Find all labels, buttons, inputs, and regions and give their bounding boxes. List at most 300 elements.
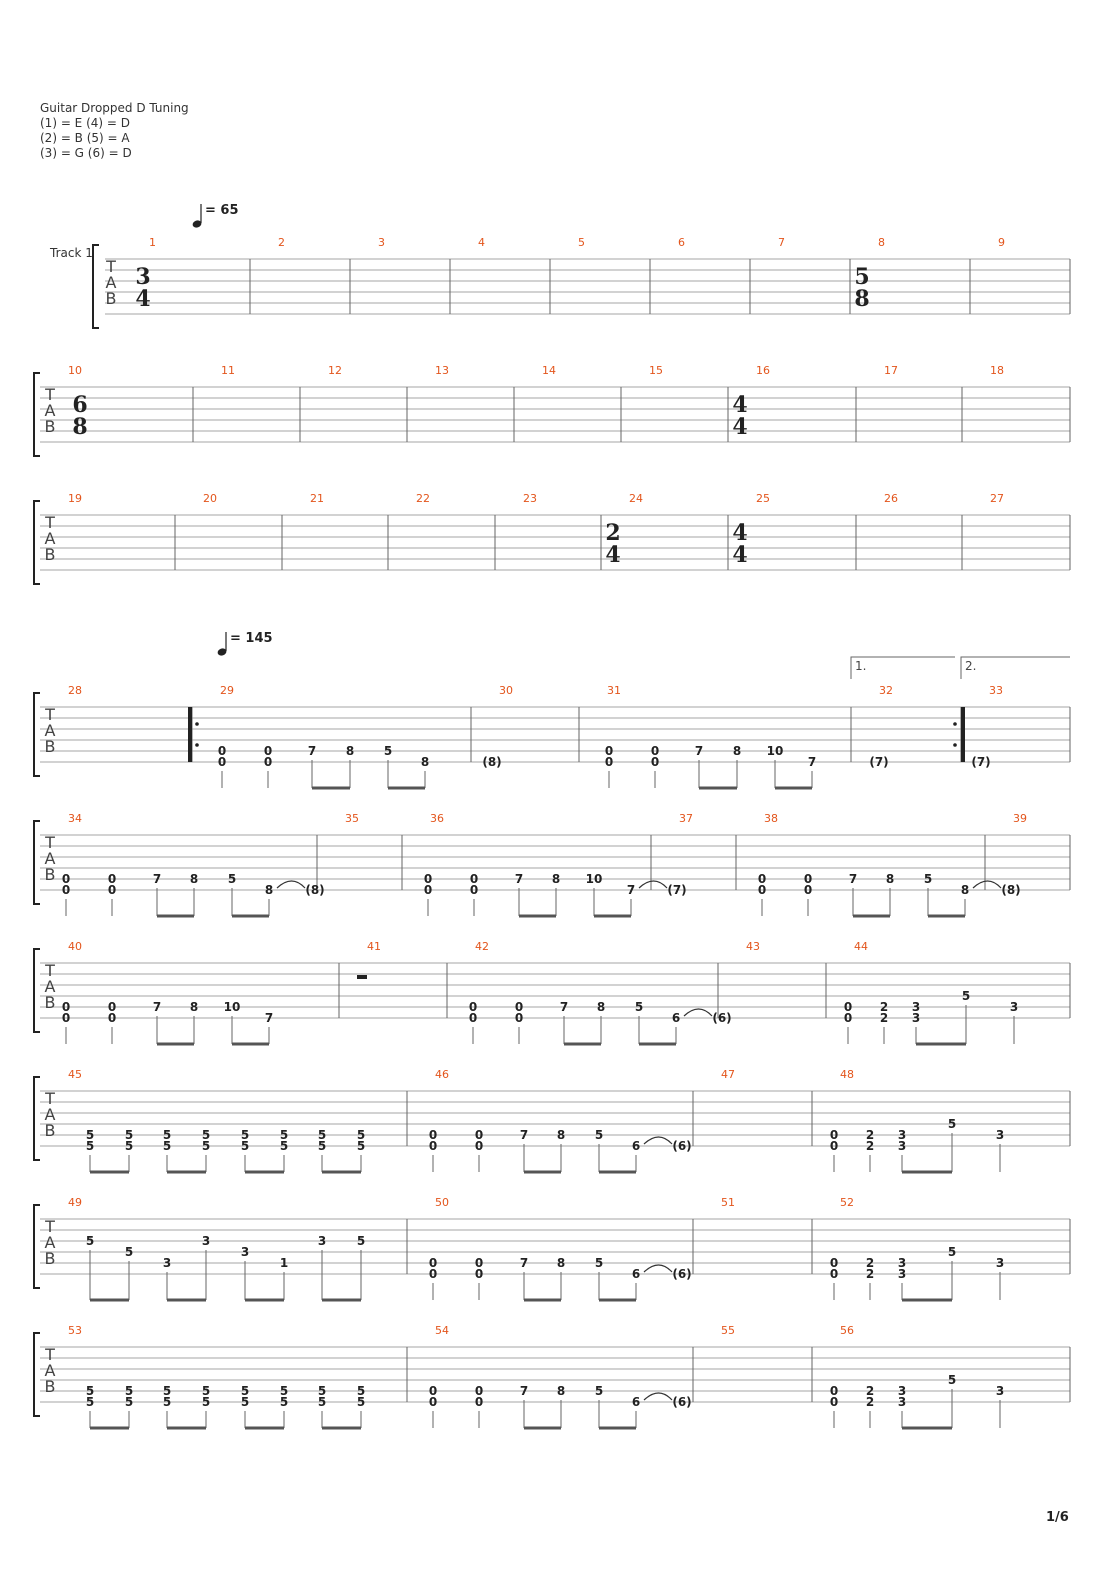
fret-number: 0 (514, 1000, 524, 1014)
fret-number: 7 (264, 1011, 274, 1025)
tab-system (34, 821, 1070, 916)
tempo-marking: = 65 (205, 203, 239, 218)
fret-number: 6 (631, 1139, 641, 1153)
repeat-dot (195, 743, 199, 747)
tie-arc (973, 881, 1001, 888)
fret-number: 6 (631, 1395, 641, 1409)
measure-number: 15 (649, 364, 663, 377)
fret-number: 5 (85, 1384, 95, 1398)
tab-clef-letter: B (44, 545, 56, 564)
measure-number: 17 (884, 364, 898, 377)
fret-number: 5 (947, 1245, 957, 1259)
fret-number: 0 (428, 1139, 438, 1153)
system-brace (34, 501, 40, 584)
tie-arc (644, 1393, 672, 1400)
fret-number: 5 (240, 1139, 250, 1153)
fret-number: 5 (317, 1139, 327, 1153)
tied-note: (7) (971, 755, 991, 769)
tied-note: (8) (305, 883, 325, 897)
measure-number: 40 (68, 940, 82, 953)
fret-number: 8 (596, 1000, 606, 1014)
fret-number: 3 (995, 1256, 1005, 1270)
fret-number: 0 (61, 1011, 71, 1025)
fret-number: 0 (469, 872, 479, 886)
fret-number: 0 (843, 1000, 853, 1014)
fret-number: 5 (356, 1139, 366, 1153)
measure-number: 32 (879, 684, 893, 697)
tab-clef-letter: T (45, 1217, 55, 1236)
measure-number: 4 (478, 236, 485, 249)
first-ending-bracket (851, 657, 955, 679)
tab-system (34, 501, 1070, 584)
fret-number: 0 (514, 1011, 524, 1025)
fret-number: 2 (865, 1256, 875, 1270)
fret-number: 5 (317, 1395, 327, 1409)
fret-number: 10 (585, 872, 603, 886)
repeat-end-bar (961, 707, 965, 762)
measure-number: 7 (778, 236, 785, 249)
fret-number: 5 (594, 1128, 604, 1142)
fret-number: 0 (61, 883, 71, 897)
fret-number: 8 (885, 872, 895, 886)
fret-number: 6 (631, 1267, 641, 1281)
fret-number: 0 (757, 883, 767, 897)
time-signature-top: 2 (605, 520, 621, 546)
fret-number: 7 (559, 1000, 569, 1014)
measure-number: 49 (68, 1196, 82, 1209)
fret-number: 3 (897, 1139, 907, 1153)
fret-number: 3 (317, 1234, 327, 1248)
fret-number: 7 (848, 872, 858, 886)
measure-number: 46 (435, 1068, 449, 1081)
fret-number: 5 (279, 1395, 289, 1409)
fret-number: 5 (162, 1139, 172, 1153)
time-signature-bottom: 4 (732, 414, 748, 440)
measure-number: 13 (435, 364, 449, 377)
tab-clef-letter: A (44, 977, 56, 996)
measure-number: 10 (68, 364, 82, 377)
fret-number: 5 (279, 1384, 289, 1398)
fret-number: 0 (263, 744, 273, 758)
tab-clef-letter: B (44, 417, 56, 436)
measure-number: 18 (990, 364, 1004, 377)
time-signature-bottom: 4 (732, 542, 748, 568)
page-number: 1/6 (1046, 1510, 1069, 1525)
fret-number: 7 (626, 883, 636, 897)
fret-number: 0 (107, 1011, 117, 1025)
fret-number: 5 (85, 1128, 95, 1142)
fret-number: 0 (428, 1267, 438, 1281)
time-signature-top: 3 (135, 264, 151, 290)
time-signature-bottom: 8 (72, 414, 88, 440)
system-brace (34, 1205, 40, 1288)
tied-note: (7) (869, 755, 889, 769)
fret-number: 0 (474, 1139, 484, 1153)
fret-number: 0 (474, 1395, 484, 1409)
fret-number: 0 (428, 1395, 438, 1409)
time-signature-bottom: 4 (135, 286, 151, 312)
fret-number: 7 (514, 872, 524, 886)
fret-number: 0 (650, 755, 660, 769)
fret-number: 3 (911, 1011, 921, 1025)
tab-clef-letter: T (106, 257, 116, 276)
fret-number: 0 (428, 1128, 438, 1142)
instrument-title: Guitar Dropped D Tuning (40, 101, 189, 115)
measure-number: 41 (367, 940, 381, 953)
measure-number: 9 (998, 236, 1005, 249)
tab-clef-letter: B (105, 289, 117, 308)
repeat-dot (953, 722, 957, 726)
measure-number: 12 (328, 364, 342, 377)
repeat-start-bar (188, 707, 192, 762)
tie-arc (644, 1265, 672, 1272)
tab-clef-letter: T (45, 833, 55, 852)
tied-note: (6) (672, 1139, 692, 1153)
fret-number: 5 (356, 1234, 366, 1248)
fret-number: 8 (960, 883, 970, 897)
measure-number: 33 (989, 684, 1003, 697)
fret-number: 5 (356, 1395, 366, 1409)
fret-number: 0 (423, 872, 433, 886)
measure-number: 28 (68, 684, 82, 697)
system-brace (34, 1333, 40, 1416)
fret-number: 5 (240, 1395, 250, 1409)
measure-number: 29 (220, 684, 234, 697)
fret-number: 0 (474, 1128, 484, 1142)
tab-clef-letter: B (44, 993, 56, 1012)
fret-number: 5 (594, 1384, 604, 1398)
fret-number: 8 (420, 755, 430, 769)
fret-number: 10 (223, 1000, 241, 1014)
fret-number: 0 (474, 1267, 484, 1281)
fret-number: 2 (879, 1011, 889, 1025)
measure-number: 8 (878, 236, 885, 249)
fret-number: 5 (124, 1128, 134, 1142)
fret-number: 0 (757, 872, 767, 886)
fret-number: 2 (865, 1395, 875, 1409)
fret-number: 0 (829, 1384, 839, 1398)
measure-number: 24 (629, 492, 643, 505)
tied-note: (8) (482, 755, 502, 769)
fret-number: 5 (162, 1128, 172, 1142)
fret-number: 5 (356, 1384, 366, 1398)
ending-label: 2. (965, 659, 977, 673)
fret-number: 5 (240, 1384, 250, 1398)
fret-number: 0 (604, 744, 614, 758)
tab-clef-letter: A (44, 1105, 56, 1124)
tab-clef-letter: B (44, 865, 56, 884)
tab-clef-letter: A (44, 1361, 56, 1380)
time-signature-bottom: 4 (605, 542, 621, 568)
fret-number: 0 (843, 1011, 853, 1025)
tuning-line: (3) = G (6) = D (40, 146, 132, 160)
fret-number: 5 (124, 1384, 134, 1398)
fret-number: 3 (162, 1256, 172, 1270)
fret-number: 0 (217, 755, 227, 769)
measure-number: 52 (840, 1196, 854, 1209)
fret-number: 6 (671, 1011, 681, 1025)
fret-number: 0 (474, 1384, 484, 1398)
fret-number: 7 (152, 1000, 162, 1014)
fret-number: 5 (124, 1139, 134, 1153)
fret-number: 8 (345, 744, 355, 758)
tie-arc (684, 1009, 712, 1016)
measure-number: 45 (68, 1068, 82, 1081)
measure-number: 21 (310, 492, 324, 505)
fret-number: 5 (201, 1128, 211, 1142)
time-signature-top: 4 (732, 520, 748, 546)
fret-number: 0 (829, 1267, 839, 1281)
measure-number: 50 (435, 1196, 449, 1209)
measure-number: 38 (764, 812, 778, 825)
fret-number: 5 (947, 1117, 957, 1131)
fret-number: 3 (1009, 1000, 1019, 1014)
measure-number: 43 (746, 940, 760, 953)
fret-number: 0 (107, 872, 117, 886)
measure-number: 26 (884, 492, 898, 505)
measure-number: 51 (721, 1196, 735, 1209)
fret-number: 0 (803, 883, 813, 897)
fret-number: 0 (468, 1011, 478, 1025)
fret-number: 5 (201, 1139, 211, 1153)
fret-number: 5 (240, 1128, 250, 1142)
measure-number: 44 (854, 940, 868, 953)
measure-number: 36 (430, 812, 444, 825)
fret-number: 3 (897, 1267, 907, 1281)
fret-number: 5 (85, 1395, 95, 1409)
system-brace (34, 821, 40, 904)
fret-number: 2 (865, 1128, 875, 1142)
tab-clef-letter: A (44, 1233, 56, 1252)
measure-number: 42 (475, 940, 489, 953)
fret-number: 5 (279, 1139, 289, 1153)
system-brace (34, 949, 40, 1032)
tab-clef-letter: A (44, 721, 56, 740)
fret-number: 8 (732, 744, 742, 758)
measure-number: 19 (68, 492, 82, 505)
tab-system (34, 657, 1070, 788)
measure-number: 23 (523, 492, 537, 505)
measure-number: 56 (840, 1324, 854, 1337)
fret-number: 5 (317, 1384, 327, 1398)
measure-number: 54 (435, 1324, 449, 1337)
fret-number: 5 (594, 1256, 604, 1270)
tied-note: (7) (667, 883, 687, 897)
fret-number: 5 (383, 744, 393, 758)
time-signature-top: 6 (72, 392, 88, 418)
tied-note: (6) (672, 1267, 692, 1281)
measure-number: 5 (578, 236, 585, 249)
fret-number: 8 (264, 883, 274, 897)
measure-number: 22 (416, 492, 430, 505)
fret-number: 0 (829, 1128, 839, 1142)
fret-number: 8 (189, 872, 199, 886)
fret-number: 0 (650, 744, 660, 758)
fret-number: 8 (551, 872, 561, 886)
tab-clef-letter: T (45, 1345, 55, 1364)
measure-number: 20 (203, 492, 217, 505)
tempo-marking: = 145 (230, 631, 273, 646)
tab-clef-letter: B (44, 1121, 56, 1140)
fret-number: 7 (807, 755, 817, 769)
measure-number: 37 (679, 812, 693, 825)
fret-number: 3 (897, 1384, 907, 1398)
fret-number: 0 (829, 1395, 839, 1409)
fret-number: 0 (217, 744, 227, 758)
system-brace (93, 245, 99, 328)
fret-number: 8 (556, 1384, 566, 1398)
fret-number: 7 (519, 1128, 529, 1142)
time-signature-top: 5 (854, 264, 870, 290)
time-signature-top: 4 (732, 392, 748, 418)
fret-number: 8 (556, 1128, 566, 1142)
fret-number: 3 (240, 1245, 250, 1259)
fret-number: 5 (634, 1000, 644, 1014)
fret-number: 0 (474, 1256, 484, 1270)
fret-number: 5 (947, 1373, 957, 1387)
fret-number: 2 (865, 1139, 875, 1153)
tab-clef-letter: B (44, 737, 56, 756)
fret-number: 5 (124, 1395, 134, 1409)
measure-number: 47 (721, 1068, 735, 1081)
measure-number: 1 (149, 236, 156, 249)
tab-system (34, 1077, 1070, 1172)
fret-number: 7 (152, 872, 162, 886)
tab-clef-letter: B (44, 1249, 56, 1268)
tuning-line: (1) = E (4) = D (40, 116, 130, 130)
fret-number: 0 (428, 1256, 438, 1270)
repeat-dot (953, 743, 957, 747)
fret-number: 5 (162, 1384, 172, 1398)
fret-number: 5 (201, 1395, 211, 1409)
fret-number: 3 (897, 1395, 907, 1409)
tab-clef-letter: T (45, 961, 55, 980)
tab-system (34, 1205, 1070, 1300)
fret-number: 5 (923, 872, 933, 886)
measure-number: 25 (756, 492, 770, 505)
tied-note: (6) (712, 1011, 732, 1025)
tab-clef-letter: A (44, 849, 56, 868)
fret-number: 2 (865, 1267, 875, 1281)
fret-number: 7 (694, 744, 704, 758)
tab-system (34, 1333, 1070, 1428)
tie-arc (639, 881, 667, 888)
fret-number: 0 (428, 1384, 438, 1398)
fret-number: 2 (879, 1000, 889, 1014)
fret-number: 8 (556, 1256, 566, 1270)
ending-label: 1. (855, 659, 867, 673)
fret-number: 5 (227, 872, 237, 886)
fret-number: 2 (865, 1384, 875, 1398)
tie-arc (644, 1137, 672, 1144)
measure-number: 2 (278, 236, 285, 249)
fret-number: 3 (897, 1256, 907, 1270)
fret-number: 0 (469, 883, 479, 897)
whole-rest (357, 975, 367, 979)
fret-number: 5 (317, 1128, 327, 1142)
fret-number: 0 (107, 883, 117, 897)
tab-clef-letter: T (45, 705, 55, 724)
measure-number: 27 (990, 492, 1004, 505)
tab-clef-letter: A (44, 529, 56, 548)
fret-number: 10 (766, 744, 784, 758)
fret-number: 5 (961, 989, 971, 1003)
fret-number: 3 (897, 1128, 907, 1142)
tab-clef-letter: T (45, 385, 55, 404)
fret-number: 0 (107, 1000, 117, 1014)
tuning-line: (2) = B (5) = A (40, 131, 130, 145)
tab-system (34, 949, 1070, 1044)
fret-number: 5 (85, 1234, 95, 1248)
tied-note: (6) (672, 1395, 692, 1409)
fret-number: 3 (201, 1234, 211, 1248)
fret-number: 0 (803, 872, 813, 886)
tab-clef-letter: T (45, 513, 55, 532)
fret-number: 0 (61, 872, 71, 886)
measure-number: 34 (68, 812, 82, 825)
tab-system (93, 245, 1070, 328)
fret-number: 5 (124, 1245, 134, 1259)
fret-number: 8 (189, 1000, 199, 1014)
fret-number: 3 (995, 1128, 1005, 1142)
fret-number: 5 (85, 1139, 95, 1153)
measure-number: 35 (345, 812, 359, 825)
tab-clef-letter: A (105, 273, 117, 292)
second-ending-bracket (961, 657, 1070, 679)
system-brace (34, 693, 40, 776)
measure-number: 31 (607, 684, 621, 697)
fret-number: 3 (911, 1000, 921, 1014)
tie-arc (277, 881, 305, 888)
tied-note: (8) (1001, 883, 1021, 897)
fret-number: 0 (61, 1000, 71, 1014)
measure-number: 16 (756, 364, 770, 377)
fret-number: 5 (162, 1395, 172, 1409)
fret-number: 0 (829, 1256, 839, 1270)
fret-number: 0 (604, 755, 614, 769)
fret-number: 5 (279, 1128, 289, 1142)
fret-number: 5 (356, 1128, 366, 1142)
measure-number: 14 (542, 364, 556, 377)
fret-number: 7 (519, 1256, 529, 1270)
fret-number: 7 (307, 744, 317, 758)
measure-number: 11 (221, 364, 235, 377)
system-brace (34, 1077, 40, 1160)
fret-number: 3 (995, 1384, 1005, 1398)
fret-number: 0 (423, 883, 433, 897)
measure-number: 55 (721, 1324, 735, 1337)
measure-number: 6 (678, 236, 685, 249)
tab-clef-letter: B (44, 1377, 56, 1396)
tab-system (34, 373, 1070, 456)
system-brace (34, 373, 40, 456)
tab-clef-letter: A (44, 401, 56, 420)
fret-number: 5 (201, 1384, 211, 1398)
track-label: Track 1 (50, 246, 93, 260)
fret-number: 0 (468, 1000, 478, 1014)
fret-number: 1 (279, 1256, 289, 1270)
measure-number: 30 (499, 684, 513, 697)
measure-number: 53 (68, 1324, 82, 1337)
measure-number: 39 (1013, 812, 1027, 825)
time-signature-bottom: 8 (854, 286, 870, 312)
tab-clef-letter: T (45, 1089, 55, 1108)
fret-number: 0 (829, 1139, 839, 1153)
measure-number: 48 (840, 1068, 854, 1081)
repeat-dot (195, 722, 199, 726)
fret-number: 0 (263, 755, 273, 769)
measure-number: 3 (378, 236, 385, 249)
